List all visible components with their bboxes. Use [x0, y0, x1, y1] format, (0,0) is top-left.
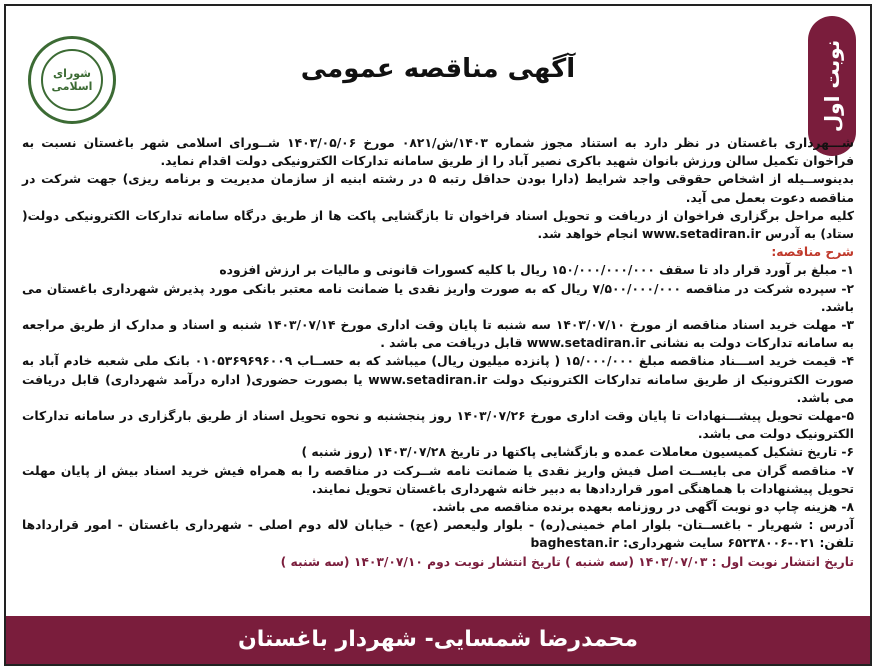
list-item: ۲- سپرده شرکت در مناقصه ۷/۵۰۰/۰۰۰/۰۰۰ ریال که به صورت واریز نقدی یا ضمانت نامه معتبر بانکی مورد پذیرش شهرداری باغستان می باشد.: [22, 281, 854, 314]
list-item: ۷- مناقصه گران می بایســت اصل فیش واریز نقدی یا ضمانت نامه شــرکت در مناقصه را به همراه فیش خرید اسناد بیش از پایان مهلت تحویل پیشنهادات با هماهنگی امور قراردادها به دبیر خانه شهرداری باغستان تحویل نمایند.: [22, 463, 854, 496]
list-item: ۵-مهلت تحویل پیشـــنهادات تا پایان وقت اداری مورخ ۱۴۰۳/۰۷/۲۶ روز پنجشنبه و نحوه تحویل اسناد از طریق بارگزاری در سامانه تدارکات الکترونیک دولت می باشد.: [22, 409, 854, 442]
intro-paragraph-2: بدینوســیله از اشخاص حقوقی واجد شرایط (دارا بودن حداقل رتبه ۵ در رشته ابنیه از سازمان مدیریت و برنامه ریزی) جهت شرکت در مناقصه دعوت بعمل می آید.: [22, 172, 854, 205]
list-item: ۱- مبلغ بر آورد قرار داد تا سقف ۱۵۰/۰۰۰/۰۰۰/۰۰۰ ریال با کلیه کسورات قانونی و مالیات بر ارزش افزوده: [219, 263, 854, 278]
publish-dates: تاریخ انتشار نوبت اول : ۱۴۰۳/۰۷/۰۳ (سه شنبه ) تاریخ انتشار نوبت دوم ۱۴۰۳/۰۷/۱۰ (سه شنبه ): [280, 554, 854, 569]
page-title: آگهی مناقصه عمومی: [300, 54, 576, 84]
round-badge-label: نوبت اول: [820, 39, 844, 133]
notice-body: [22, 134, 854, 571]
list-item: ۴- قیمت خرید اســـناد مناقصه مبلغ ۱۵/۰۰۰/۰۰۰ ( پانزده میلیون ریال) میباشد که به حســاب ۰۱۰۵۳۶۹۶۹۶۰۰۹ بانک ملی شعبه خادم آباد به صورت الکترونیک از طریق سامانه تدارکات الکترونیک دولت www.setadiran.ir یا بصورت حضوری( اداره درآمد شهرداری) قابل دریافت می باشد.: [22, 354, 855, 405]
intro-paragraph-3: کلیه مراحل برگزاری فراخوان از دریافت و تحویل اسناد فراخوان تا بازگشایی پاکت ها از طریق درگاه سامانه تدارکات الکترونیکی دولت( ستاد) به آدرس www.setadiran.ir انجام خواهد شد.: [22, 208, 854, 242]
seal-text: شورای اسلامی: [51, 67, 93, 93]
intro-paragraph-1: شـــهرداری باغستان در نظر دارد به استناد مجوز شماره ۱۴۰۳/ش/۰۸۲۱ مورخ ۱۴۰۳/۰۵/۰۶ شــورای اسلامی شهر باغستان نسبت به فراخوان تکمیل سالن ورزش بانوان شهید باکری نصیر آباد را از طریق سامانه تدارکات الکترونیکی دولت اقدام نماید.: [22, 136, 854, 169]
list-item: ۸- هزینه چاپ دو نوبت آگهی در روزنامه بعهده برنده مناقصه می باشد.: [432, 500, 854, 515]
list-item: ۳- مهلت خرید اسناد مناقصه از مورخ ۱۴۰۳/۰۷/۱۰ سه شنبه تا پایان وقت اداری مورخ ۱۴۰۳/۰۷/۱۴ شنبه و اسناد و مدارک از طریق مراجعه به سامانه تدارکات دولت به نشانی www.setadiran.ir قابل دریافت می باشد .: [22, 318, 855, 351]
advertisement-frame: [4, 4, 872, 666]
section-title: شرح مناقصه:: [771, 245, 854, 260]
address: آدرس : شهریار - باغســتان- بلوار امام خمینی(ره) - بلوار ولیعصر (عج) - خیابان لاله دوم اصلی - شهرداری باغستان - امور قراردادها تلفن: ۰۲۱-۶۵۲۳۸۰۰۶ سایت شهرداری: baghestan.ir: [22, 518, 854, 551]
signature-footer: محمدرضا شمسایی- شهردار باغستان: [6, 616, 870, 664]
list-item: ۶- تاریخ تشکیل کمیسیون معاملات عمده و بازگشایی پاکتها در تاریخ ۱۴۰۳/۰۷/۲۸ (روز شنبه ): [301, 445, 854, 460]
